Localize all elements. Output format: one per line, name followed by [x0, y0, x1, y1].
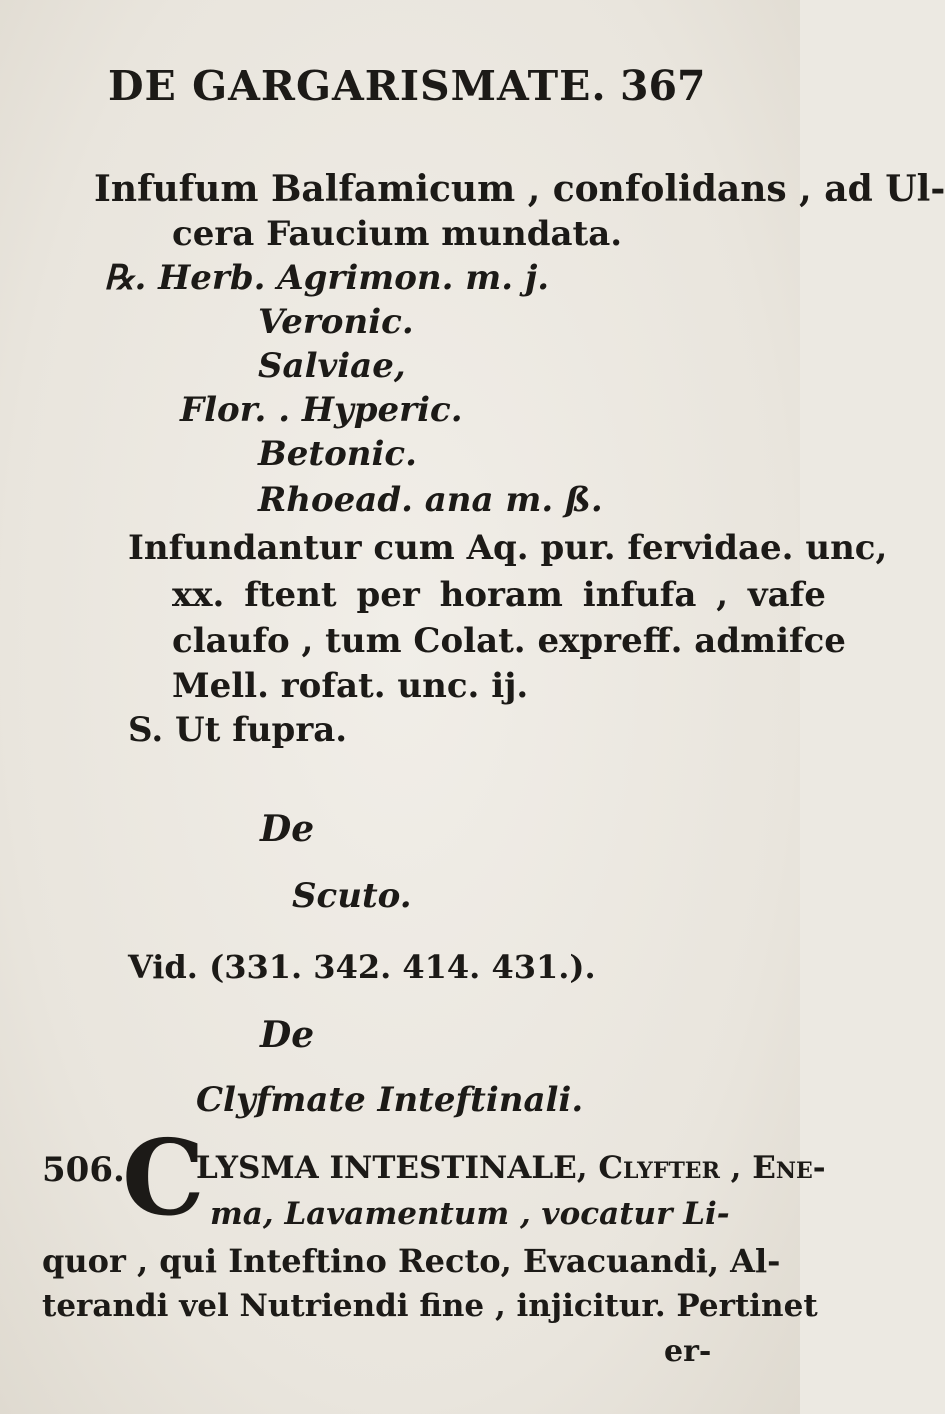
recipe-line-salvia: Salviae, [258, 346, 406, 386]
recipe-line-veronica: Veronic. [258, 302, 414, 342]
article-number: 506. [42, 1150, 125, 1190]
article-line-2: ma, Lavamentum , vocatur Li- [210, 1196, 730, 1232]
text-line-1: Infufum Balfamicum , confolidans , ad Ul- [94, 168, 945, 210]
running-header: DE GARGARISMATE. [108, 62, 607, 110]
recipe-line-hypericum: Flor. . Hyperic. [180, 390, 463, 430]
recipe-line-herbs: ℞. Herb. Agrimon. m. j. [104, 258, 550, 298]
article-line-4: terandi vel Nutriendi fine , injicitur. Pertinet [42, 1288, 818, 1324]
article-line-1: LYSMA INTESTINALE, Clyfter , Ene- [196, 1150, 826, 1186]
section-heading-de-1: De [260, 808, 315, 850]
section-subheading-clysmate: Clyfmate Inteftinali. [196, 1080, 584, 1120]
cross-reference: Vid. (331. 342. 414. 431.). [128, 948, 596, 986]
text-line-clauso: claufo , tum Colat. expreff. admifce [172, 621, 846, 661]
drop-capital: C [122, 1116, 205, 1239]
text-line-2: cera Faucium mundata. [172, 214, 623, 254]
text-line-infundantur: Infundantur cum Aq. pur. fervidae. unc, [128, 528, 888, 568]
page-number: 367 [620, 62, 706, 110]
recipe-line-rhoeas: Rhoead. ana m. ß. [258, 480, 603, 520]
text-line-ut-supra: S. Ut fupra. [128, 710, 348, 750]
recipe-line-betonica: Betonic. [258, 434, 417, 474]
catchword: er- [664, 1334, 712, 1369]
section-subheading-scuto: Scuto. [292, 876, 412, 916]
article-line-3: quor , qui Inteftino Recto, Evacuandi, Al- [42, 1242, 781, 1280]
text-line-stent: xx. ftent per horam infufa , vafe [172, 575, 826, 615]
section-heading-de-2: De [260, 1014, 315, 1056]
text-line-mell: Mell. rofat. unc. ij. [172, 666, 529, 706]
